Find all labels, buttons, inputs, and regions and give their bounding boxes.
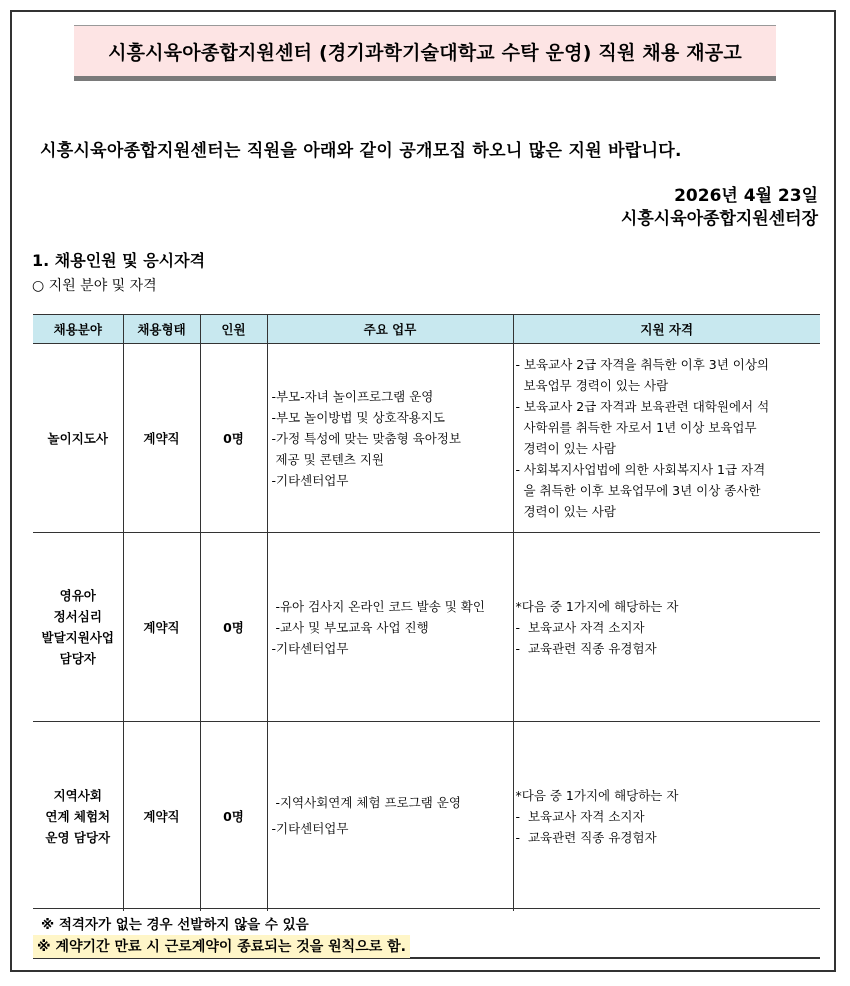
qual-line: 을 취득한 이후 보육업무에 3년 이상 종사한: [515, 483, 761, 498]
field-line: 운영 담당자: [45, 829, 111, 845]
qual-line: - 보육교사 자격 소지자: [515, 808, 645, 824]
qual-line: - 사회복지사업법에 의한 사회복지사 1급 자격: [515, 462, 766, 477]
job-count: 0명: [200, 722, 267, 911]
job-duties: [267, 533, 513, 722]
note-no-candidate: ※ 적격자가 없는 경우 선발하지 않을 수 있음: [41, 917, 309, 933]
header-duties: 주요 업무: [267, 315, 513, 344]
header-count: 인원: [200, 315, 267, 344]
duty-line: -부모 놀이방법 및 상호작용지도: [271, 409, 445, 425]
section-subheading: ○ 지원 분야 및 자격: [32, 278, 157, 294]
field-line: 영유아: [59, 588, 96, 603]
field-line: 놀이지도사: [47, 430, 108, 446]
recruitment-table: [33, 314, 820, 911]
duty-line: -기타센터업무: [271, 821, 349, 837]
duty-line: -지역사회연계 체험 프로그램 운영: [271, 795, 461, 811]
job-duties: [267, 344, 513, 533]
header-type: 채용형태: [123, 315, 200, 344]
notes-box: [33, 908, 820, 959]
field-line: 연계 체험처: [45, 808, 111, 824]
job-count: 0명: [200, 344, 267, 533]
intro-text: 시흥시육아종합지원센터는 직원을 아래와 같이 공개모집 하오니 많은 지원 바랍니다.: [40, 141, 682, 161]
field-line: 지역사회: [53, 787, 102, 803]
job-duties: [267, 722, 513, 911]
duty-line: -기타센터업무: [271, 472, 349, 488]
job-field: [33, 533, 123, 722]
duty-line: -부모-자녀 놀이프로그램 운영: [271, 388, 434, 404]
table-row: [33, 722, 820, 911]
field-line: 담당자: [59, 651, 96, 666]
duty-line: -교사 및 부모교육 사업 진행: [271, 619, 429, 635]
qual-line: 경력이 있는 사람: [515, 441, 616, 456]
table-row: [33, 344, 820, 533]
header-field: 채용분야: [33, 315, 123, 344]
qual-line: 보육업무 경력이 있는 사람: [515, 378, 669, 393]
job-qualifications: [513, 722, 820, 911]
job-field: [33, 722, 123, 911]
job-qualifications: [513, 344, 820, 533]
job-type: 계약직: [123, 722, 200, 911]
qual-line: *다음 중 1가지에 해당하는 자: [515, 787, 679, 803]
field-line: 발달지원사업: [41, 630, 114, 645]
notice-title: 시흥시육아종합지원센터 (경기과학기술대학교 수탁 운영) 직원 채용 재공고: [74, 25, 776, 81]
qual-line: - 보육교사 자격 소지자: [515, 619, 645, 635]
notice-date: 2026년 4월 23일: [674, 186, 818, 206]
duty-line: -가정 특성에 맞는 맞춤형 육아정보: [271, 430, 461, 446]
qual-line: *다음 중 1가지에 해당하는 자: [515, 598, 679, 614]
job-field: [33, 344, 123, 533]
duty-line: -유아 검사지 온라인 코드 발송 및 확인: [271, 598, 485, 614]
section-heading: 1. 채용인원 및 응시자격: [32, 251, 206, 270]
notice-issuer: 시흥시육아종합지원센터장: [620, 209, 818, 229]
note-contract-end: ※ 계약기간 만료 시 근로계약이 종료되는 것을 원칙으로 함.: [33, 935, 410, 958]
qual-line: - 교육관련 직종 유경험자: [515, 829, 657, 845]
duty-line: -기타센터업무: [271, 640, 349, 656]
job-qualifications: [513, 533, 820, 722]
qual-line: 사학위를 취득한 자로서 1년 이상 보육업무: [515, 420, 757, 435]
qual-line: - 보육교사 2급 자격과 보육관련 대학원에서 석: [515, 399, 770, 414]
qual-line: 경력이 있는 사람: [515, 504, 616, 519]
job-type: 계약직: [123, 533, 200, 722]
field-line: 정서심리: [53, 609, 102, 624]
job-type: 계약직: [123, 344, 200, 533]
qual-line: - 교육관련 직종 유경험자: [515, 640, 657, 656]
table-row: [33, 533, 820, 722]
duty-line: 제공 및 콘텐츠 지원: [271, 451, 384, 467]
qual-line: - 보육교사 2급 자격을 취득한 이후 3년 이상의: [515, 357, 770, 372]
job-count: 0명: [200, 533, 267, 722]
header-qualifications: 지원 자격: [513, 315, 820, 344]
table-header-row: [33, 315, 820, 344]
